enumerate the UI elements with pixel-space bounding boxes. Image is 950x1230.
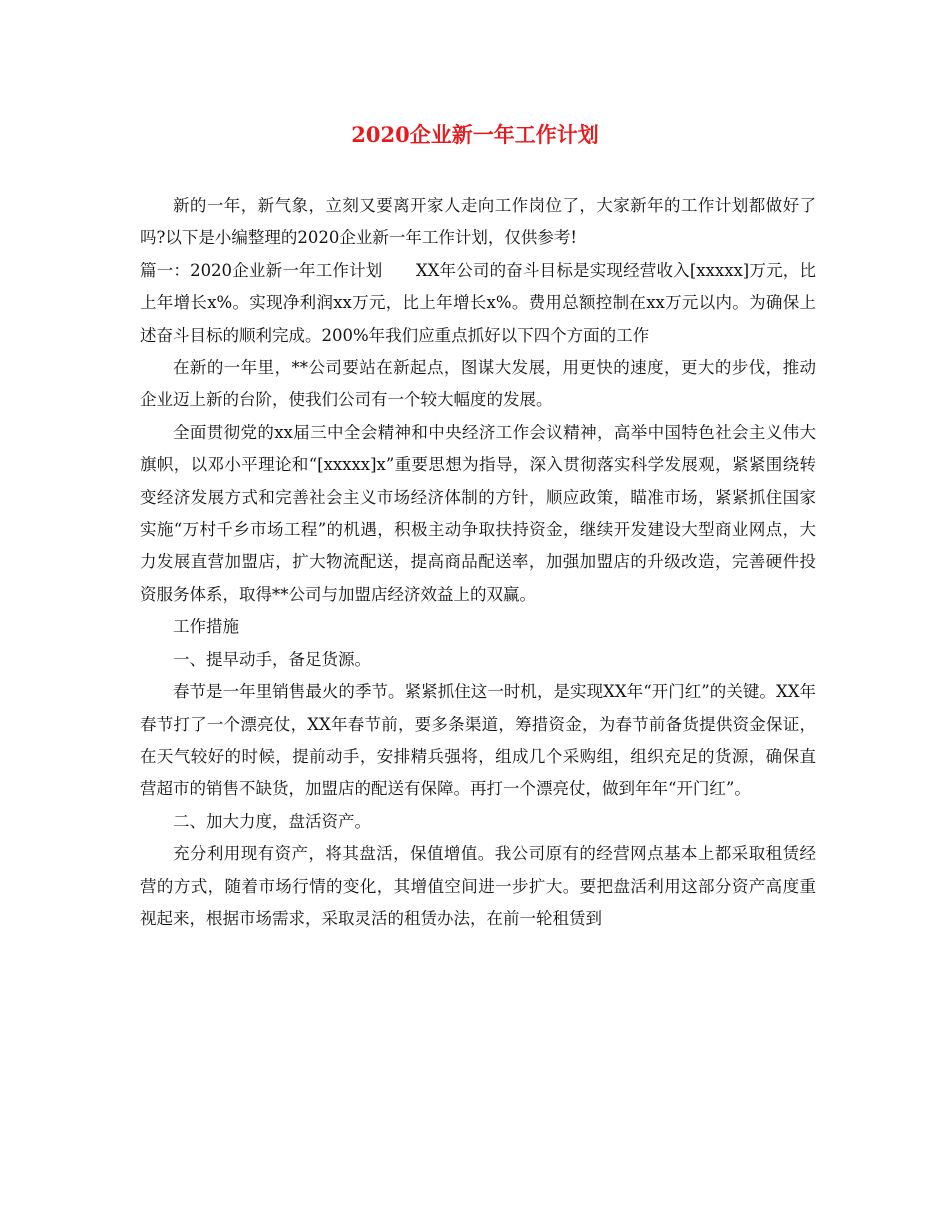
- document-title: 2020企业新一年工作计划: [351, 122, 599, 147]
- paragraph-new-year: 在新的一年里，**公司要站在新起点，图谋大发展，用更快的速度，更大的步伐，推动企业迈上新的台阶，使我们公司有一个较大幅度的发展。: [140, 358, 816, 410]
- heading-measure-one: 一、提早动手，备足货源。: [173, 649, 371, 669]
- paragraph-chapter-one-goals: 篇一：2020企业新一年工作计划 XX年公司的奋斗目标是实现经营收入[xxxxx]万元，比上年增长x%。实现净利润xx万元，比上年增长x%。费用总额控制在xx万元以内。为确保上述奋斗目标的顺利完成。200%年我们应重点抓好以下四个方面的工作: [140, 260, 816, 345]
- paragraph-measure-two: 充分利用现有资产，将其盘活，保值增值。我公司原有的经营网点基本上都采取租赁经营的方式，随着市场行情的变化，其增值空间进一步扩大。要把盘活利用这部分资产高度重视起来，根据市场需求，采取灵活的租赁办法，在前一轮租赁到: [140, 844, 816, 928]
- document-body: [140, 190, 816, 935]
- paragraph-intro: 新的一年，新气象，立刻又要离开家人走向工作岗位了，大家新年的工作计划都做好了吗?以下是小编整理的2020企业新一年工作计划，仅供参考!: [140, 196, 816, 248]
- heading-work-measures: 工作措施: [173, 617, 239, 637]
- paragraph-measure-one: 春节是一年里销售最火的季节。紧紧抓住这一时机，是实现XX年“开门红”的关键。XX年春节打了一个漂亮仗，XX年春节前，要多条渠道，筹措资金，为春节前备货提供资金保证，在天气较好的时候，提前动手，安排精兵强将，组成几个采购组，组织充足的货源，确保直营超市的销售不缺货，加盟店的配送有保障。再打一个漂亮仗，做到年年“开门红”。: [140, 682, 816, 799]
- paragraph-guiding-principles: 全面贯彻党的xx届三中全会精神和中央经济工作会议精神，高举中国特色社会主义伟大旗帜，以邓小平理论和“[xxxxx]x”重要思想为指导，深入贯彻落实科学发展观，紧紧围绕转变经济发展方式和完善社会主义市场经济体制的方针，顺应政策，瞄准市场，紧紧抓住国家实施“万村千乡市场工程”的机遇，积极主动争取扶持资金，继续开发建设大型商业网点，大力发展直营加盟店，扩大物流配送，提高商品配送率，加强加盟店的升级改造，完善硬件投资服务体系，取得**公司与加盟店经济效益上的双赢。: [140, 422, 816, 604]
- heading-measure-two: 二、加大力度，盘活资产。: [173, 811, 371, 831]
